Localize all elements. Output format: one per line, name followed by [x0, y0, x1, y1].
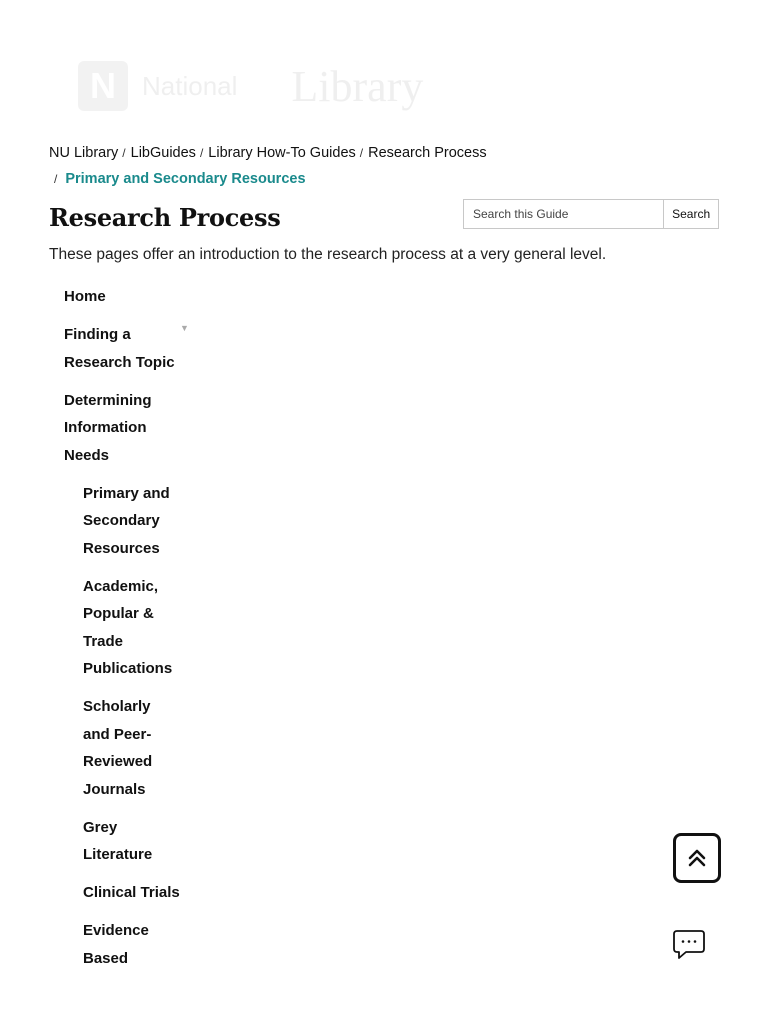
- back-to-top-button[interactable]: [673, 833, 721, 883]
- nav-item-academic-popular-trade[interactable]: Academic, Popular & Trade Publications: [83, 577, 173, 677]
- nav-item-home[interactable]: Home: [64, 288, 106, 305]
- breadcrumb-separator: /: [199, 146, 204, 160]
- logo-mark: N: [78, 61, 128, 111]
- logo-text-national: National: [142, 70, 238, 101]
- search-button[interactable]: Search: [663, 199, 719, 229]
- nav-item-determining-needs[interactable]: Determining Information Needs: [64, 391, 152, 464]
- double-chevron-up-icon: [685, 846, 709, 870]
- nav-item-clinical-trials[interactable]: Clinical Trials: [83, 884, 180, 901]
- library-logo[interactable]: [78, 58, 498, 114]
- search-input[interactable]: [463, 199, 663, 229]
- breadcrumb-libguides[interactable]: LibGuides: [130, 145, 196, 161]
- breadcrumb-current: Primary and Secondary Resources: [65, 171, 306, 187]
- nav-item-grey-literature[interactable]: Grey Literature: [83, 818, 153, 863]
- logo-text-library: Library: [291, 61, 424, 111]
- page-title: Research Process: [49, 203, 281, 232]
- breadcrumb-separator: /: [54, 172, 58, 186]
- breadcrumb-separator: /: [359, 146, 364, 160]
- chat-bubble-icon: [672, 929, 706, 961]
- breadcrumb: [49, 140, 569, 192]
- nav-item-scholarly-peer-reviewed[interactable]: Scholarly and Peer-Reviewed Journals: [83, 698, 153, 798]
- guide-search-form: [463, 199, 719, 229]
- chat-button[interactable]: [672, 929, 706, 961]
- nav-item-primary-secondary[interactable]: Primary and Secondary Resources: [83, 484, 170, 557]
- guide-description: These pages offer an introduction to the research process at a very general level.: [49, 246, 607, 263]
- nav-item-evidence-based[interactable]: Evidence Based: [83, 922, 149, 967]
- breadcrumb-nu-library[interactable]: NU Library: [49, 145, 119, 161]
- breadcrumb-research-process[interactable]: Research Process: [368, 145, 487, 161]
- breadcrumb-separator: /: [122, 146, 126, 160]
- breadcrumb-how-to-guides[interactable]: Library How-To Guides: [208, 145, 356, 161]
- guide-nav: [64, 283, 204, 983]
- nav-item-finding-topic[interactable]: Finding a Research Topic: [64, 326, 175, 371]
- caret-down-icon[interactable]: ▼: [180, 323, 189, 333]
